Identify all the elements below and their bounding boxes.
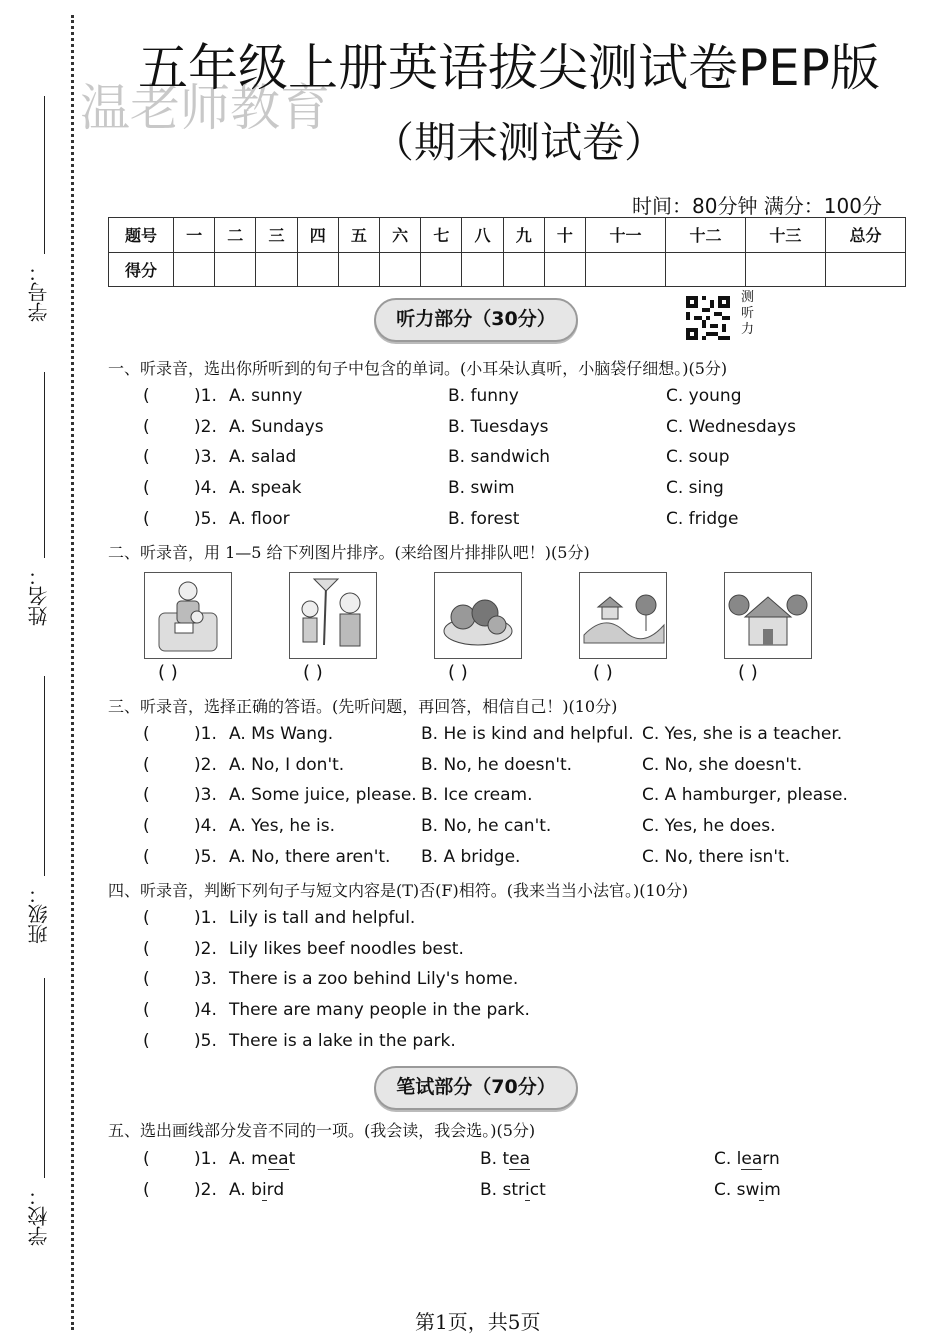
score-table-score-row: [109, 252, 906, 287]
answer-paren[interactable]: (: [143, 1149, 150, 1169]
option-a: A. Ms Wang.: [229, 724, 334, 744]
question-number: )5.: [194, 846, 217, 867]
option-text: C. l: [714, 1149, 742, 1169]
reading-picture: [144, 572, 232, 659]
score-row-label: 得分: [109, 252, 174, 287]
option-b: B. No, he can't.: [421, 816, 552, 837]
student-id-line: [44, 96, 45, 254]
option-a: A. Yes, he is.: [229, 816, 336, 837]
option-c: [714, 1149, 780, 1169]
score-header-cell: 十: [544, 218, 585, 253]
question-number: )2.: [194, 1179, 217, 1200]
park-picture: [579, 572, 667, 659]
question-number: )2.: [194, 416, 217, 437]
score-cell[interactable]: [380, 252, 421, 287]
section3-heading: 三、听录音，选择正确的答语。(先听问题，再回答，相信自己！)(10分): [108, 697, 618, 716]
score-header-cell: 总分: [825, 218, 905, 253]
picture-order-4[interactable]: ( ): [593, 662, 613, 683]
option-c: C. Yes, he does.: [642, 816, 776, 837]
question-number: )3.: [194, 447, 217, 468]
writing-banner: 笔试部分（70分）: [374, 1066, 578, 1110]
underlined-letters: i: [759, 1179, 765, 1200]
option-c: C. soup: [666, 447, 730, 468]
class-label: 班级：: [27, 884, 51, 944]
option-text: rd: [266, 1179, 285, 1200]
option-a: A. No, there aren't.: [229, 846, 391, 867]
statement-text: There is a zoo behind Lily's home.: [229, 969, 519, 990]
score-cell[interactable]: [825, 252, 905, 287]
option-text: B. str: [480, 1179, 525, 1200]
statement-text: Lily is tall and helpful.: [229, 908, 416, 928]
option-a: [229, 1180, 284, 1200]
score-cell[interactable]: [256, 252, 297, 287]
option-a: A. No, I don't.: [229, 754, 345, 775]
house-picture: [724, 572, 812, 659]
option-c: C. No, there isn't.: [642, 846, 791, 867]
sweeping-picture: [289, 572, 377, 659]
option-text: t: [288, 1149, 296, 1169]
answer-paren[interactable]: (: [143, 938, 150, 959]
binding-dotted-line: [71, 15, 74, 1330]
option-text: ct: [529, 1179, 546, 1200]
underlined-letters: i: [261, 1179, 267, 1200]
underlined-letters: ea: [741, 1149, 763, 1169]
option-c: [714, 1180, 781, 1200]
section5-heading: 五、选出画线部分发音不同的一项。(我会读，我会选。)(5分): [108, 1121, 536, 1140]
answer-paren[interactable]: (: [143, 908, 150, 928]
score-header-cell: 七: [421, 218, 462, 253]
underlined-letters: i: [524, 1179, 530, 1200]
score-header-cell: 九: [503, 218, 544, 253]
score-header-cell: 四: [297, 218, 338, 253]
option-c: C. young: [666, 386, 742, 406]
answer-paren[interactable]: (: [143, 1179, 150, 1200]
page-subtitle: （期末测试卷）: [372, 118, 667, 167]
score-cell[interactable]: [745, 252, 825, 287]
score-cell[interactable]: [338, 252, 379, 287]
statement-text: There are many people in the park.: [229, 1000, 530, 1021]
score-header-cell: 三: [256, 218, 297, 253]
question-number: )1.: [194, 386, 217, 406]
score-cell[interactable]: [297, 252, 338, 287]
answer-paren[interactable]: (: [143, 386, 150, 406]
score-table: [108, 217, 906, 287]
option-text: C. sw: [714, 1179, 760, 1200]
picture-order-5[interactable]: ( ): [738, 662, 758, 683]
answer-paren[interactable]: (: [143, 416, 150, 437]
option-b: B. Ice cream.: [421, 785, 533, 806]
option-c: C. Wednesdays: [666, 416, 796, 437]
question-number: )3.: [194, 785, 217, 806]
option-b: B. No, he doesn't.: [421, 754, 573, 775]
option-c: C. sing: [666, 478, 724, 499]
score-cell[interactable]: [421, 252, 462, 287]
question-number: )5.: [194, 508, 217, 529]
picture-order-1[interactable]: ( ): [158, 662, 178, 683]
score-header-cell: 一: [174, 218, 215, 253]
answer-paren[interactable]: (: [143, 508, 150, 529]
score-cell[interactable]: [462, 252, 503, 287]
score-header-cell: 十一: [586, 218, 666, 253]
statement-text: There is a lake in the park.: [229, 1030, 456, 1051]
score-header-cell: 题号: [109, 218, 174, 253]
section1-heading: 一、听录音，选出你所听到的句子中包含的单词。(小耳朵认真听，小脑袋仔细想。)(5分): [108, 359, 728, 378]
option-c: C. Yes, she is a teacher.: [642, 724, 843, 744]
score-cell[interactable]: [586, 252, 666, 287]
score-header-cell: 五: [338, 218, 379, 253]
answer-paren[interactable]: (: [143, 846, 150, 867]
score-cell[interactable]: [544, 252, 585, 287]
score-table-header-row: [109, 218, 906, 253]
option-a: A. Sundays: [229, 416, 324, 437]
section4-heading: 四、听录音，判断下列句子与短文内容是(T)否(F)相符。(我来当当小法官。)(10分): [108, 881, 689, 900]
picture-order-3[interactable]: ( ): [448, 662, 468, 683]
option-text: m: [764, 1179, 781, 1200]
option-text: A. m: [229, 1149, 268, 1169]
score-header-cell: 十三: [745, 218, 825, 253]
option-a: A. salad: [229, 447, 297, 468]
option-text: B. t: [480, 1149, 510, 1169]
option-a: A. floor: [229, 508, 290, 529]
school-line: [44, 978, 45, 1178]
section2-heading: 二、听录音，用 1—5 给下列图片排序。(来给图片排排队吧！)(5分): [108, 543, 590, 562]
answer-paren[interactable]: (: [143, 1000, 150, 1021]
option-b: B. swim: [448, 478, 515, 499]
answer-paren[interactable]: (: [143, 724, 150, 744]
question-number: )1.: [194, 908, 217, 928]
option-b: [480, 1180, 546, 1200]
option-b: B. Tuesdays: [448, 416, 549, 437]
statement-text: Lily likes beef noodles best.: [229, 938, 464, 959]
score-cell[interactable]: [503, 252, 544, 287]
score-header-cell: 八: [462, 218, 503, 253]
answer-paren[interactable]: (: [143, 447, 150, 468]
option-a: A. sunny: [229, 386, 303, 406]
option-b: B. A bridge.: [421, 846, 521, 867]
option-b: B. He is kind and helpful.: [421, 724, 634, 744]
question-number: )2.: [194, 754, 217, 775]
option-c: C. No, she doesn't.: [642, 754, 803, 775]
option-a: [229, 1149, 295, 1169]
answer-paren[interactable]: (: [143, 1030, 150, 1051]
qr-code-icon[interactable]: [686, 296, 730, 340]
underlined-letters: ea: [267, 1149, 289, 1169]
question-number: )1.: [194, 724, 217, 744]
answer-paren[interactable]: (: [143, 785, 150, 806]
option-b: B. forest: [448, 508, 520, 529]
question-number: )4.: [194, 1000, 217, 1021]
option-b: B. sandwich: [448, 447, 551, 468]
answer-paren[interactable]: (: [143, 816, 150, 837]
question-number: )2.: [194, 938, 217, 959]
option-b: [480, 1149, 530, 1169]
page-footer: 第1页，共5页: [415, 1310, 541, 1334]
picture-order-2[interactable]: ( ): [303, 662, 323, 683]
student-id-label: 学号：: [27, 262, 51, 322]
answer-paren[interactable]: (: [143, 969, 150, 990]
qr-label: 测听力: [741, 290, 755, 337]
option-a: A. Some juice, please.: [229, 785, 417, 806]
option-text: rn: [762, 1149, 780, 1169]
score-cell[interactable]: [215, 252, 256, 287]
answer-paren[interactable]: (: [143, 478, 150, 499]
question-number: )1.: [194, 1149, 217, 1169]
name-label: 姓名：: [27, 566, 51, 626]
time-info: 时间：80分钟 满分：100分: [632, 194, 882, 218]
score-cell[interactable]: [174, 252, 215, 287]
question-number: )3.: [194, 969, 217, 990]
score-cell[interactable]: [665, 252, 745, 287]
option-c: C. fridge: [666, 508, 739, 529]
vegetables-picture: [434, 572, 522, 659]
question-number: )4.: [194, 816, 217, 837]
question-number: )5.: [194, 1030, 217, 1051]
option-a: A. speak: [229, 478, 302, 499]
question-number: )4.: [194, 478, 217, 499]
score-header-cell: 十二: [665, 218, 745, 253]
option-c: C. A hamburger, please.: [642, 785, 848, 806]
page-title: 五年级上册英语拔尖测试卷PEP版: [138, 39, 880, 97]
school-label: 学校：: [27, 1186, 51, 1246]
score-header-cell: 六: [380, 218, 421, 253]
name-line: [44, 372, 45, 558]
answer-paren[interactable]: (: [143, 754, 150, 775]
listening-banner: 听力部分（30分）: [374, 298, 578, 342]
option-b: B. funny: [448, 386, 519, 406]
score-header-cell: 二: [215, 218, 256, 253]
option-text: A. b: [229, 1179, 262, 1200]
underlined-letters: ea: [509, 1149, 531, 1169]
watermark: 温老师教育: [80, 79, 330, 137]
class-line: [44, 676, 45, 876]
